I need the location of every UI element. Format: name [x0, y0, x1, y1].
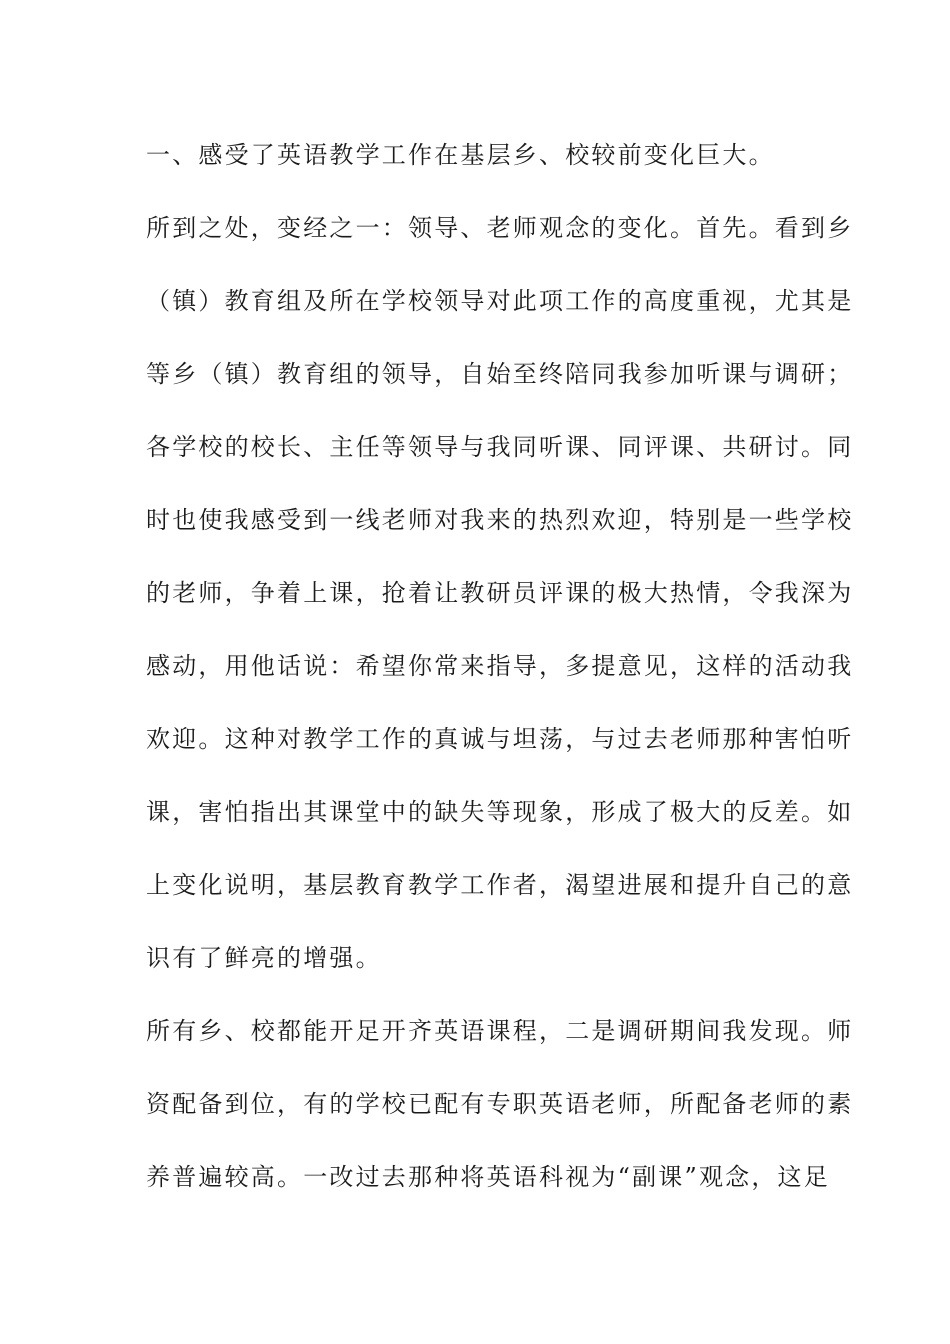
paragraph-line: 等乡（镇）教育组的领导，自始至终陪同我参加听课与调研；	[146, 360, 854, 388]
paragraph-line: 时也使我感受到一线老师对我来的热烈欢迎，特别是一些学校	[146, 506, 854, 534]
paragraph-line: 欢迎。这种对教学工作的真诚与坦荡，与过去老师那种害怕听	[146, 725, 854, 753]
paragraph-line: 感动，用他话说：希望你常来指导，多提意见，这样的活动我	[146, 652, 854, 680]
paragraph-line: 识有了鲜亮的增强。	[146, 944, 382, 972]
paragraph-line: 的老师，争着上课，抢着让教研员评课的极大热情，令我深为	[146, 579, 854, 607]
heading-line: 一、感受了英语教学工作在基层乡、校较前变化巨大。	[146, 141, 775, 169]
paragraph-line: 资配备到位，有的学校已配有专职英语老师，所配备老师的素	[146, 1090, 854, 1118]
paragraph-line: 养普遍较高。一改过去那种将英语科视为“副课”观念，这足	[146, 1163, 830, 1191]
paragraph-line: 上变化说明，基层教育教学工作者，渴望进展和提升自己的意	[146, 871, 854, 899]
paragraph-line: 所有乡、校都能开足开齐英语课程，二是调研期间我发现。师	[146, 1017, 854, 1045]
paragraph-line: （镇）教育组及所在学校领导对此项工作的高度重视，尤其是	[146, 287, 854, 315]
paragraph-line: 各学校的校长、主任等领导与我同听课、同评课、共研讨。同	[146, 433, 854, 461]
paragraph-line: 课，害怕指出其课堂中的缺失等现象，形成了极大的反差。如	[146, 798, 854, 826]
paragraph-line: 所到之处，变经之一：领导、老师观念的变化。首先。看到乡	[146, 214, 854, 242]
